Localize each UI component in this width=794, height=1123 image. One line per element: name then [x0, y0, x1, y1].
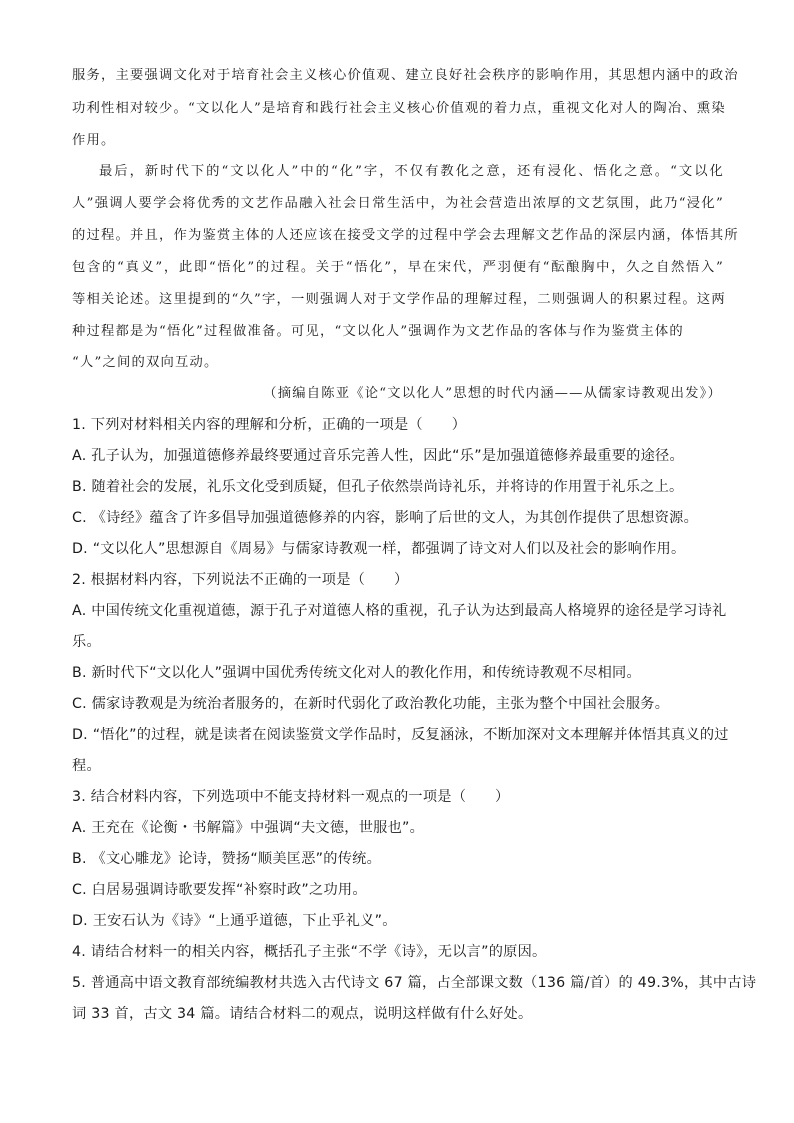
question-2-stem: 2. 根据材料内容，下列说法不正确的一项是（ ）: [72, 572, 409, 588]
source-citation: （摘编自陈亚《论“文以化人”思想的时代内涵——从儒家诗教观出发》）: [263, 386, 722, 401]
question-1-option-b: B. 随着社会的发展，礼乐文化受到质疑，但孔子依然崇尚诗礼乐，并将诗的作用置于礼乐之上。: [72, 479, 684, 495]
question-2-option-d: D. “悟化”的过程，就是读者在阅读鉴赏文学作品时，反复涵泳，不断加深对文本理解并体悟其真义的过: [72, 727, 729, 743]
passage-line: 最后，新时代下的“文以化人”中的“化”字，不仅有教化之意，还有浸化、悟化之意。“文以化: [99, 164, 724, 179]
question-3-option-c: C. 白居易强调诗歌要发挥“补察时政”之功用。: [72, 882, 367, 898]
passage-line: 人”强调人要学会将优秀的文艺作品融入社会日常生活中，为社会营造出浓厚的文艺氛围，此乃“浸化”: [72, 196, 724, 211]
question-1-option-d: D. “文以化人”思想源自《周易》与儒家诗教观一样，都强调了诗文对人们以及社会的影响作用。: [72, 541, 686, 557]
question-3-stem: 3. 结合材料内容，下列选项中不能支持材料一观点的一项是（ ）: [72, 789, 510, 805]
passage-line: 等相关论述。这里提到的“久”字，一则强调人对于文学作品的理解过程，二则强调人的积累过程。这两: [72, 292, 726, 307]
question-2-option-d-cont: 程。: [72, 758, 101, 774]
question-1-option-a: A. 孔子认为，加强道德修养最终要通过音乐完善人性，因此“乐”是加强道德修养最重要的途径。: [72, 448, 684, 464]
passage-line: 功利性相对较少。“文以化人”是培育和践行社会主义核心价值观的着力点，重视文化对人的陶冶、熏染: [72, 101, 726, 116]
passage-line: 作用。: [72, 133, 116, 148]
question-5-stem: 5. 普通高中语文教育部统编教材共选入古代诗文 67 篇，占全部课文数（136 篇/首）的 49.3%，其中古诗: [72, 975, 757, 991]
passage-line: 包含的“真义”，此即“悟化”的过程。关于“悟化”，早在宋代，严羽便有“酝酿胸中，久之自然悟入”: [72, 260, 724, 275]
question-3-option-b: B. 《文心雕龙》论诗，赞扬“顺美匡恶”的传统。: [72, 851, 382, 867]
question-1-option-c: C. 《诗经》蕴含了许多倡导加强道德修养的内容，影响了后世的文人，为其创作提供了思想资源。: [72, 510, 699, 526]
question-3-option-d: D. 王安石认为《诗》“上通乎道德，下止乎礼义”。: [72, 913, 397, 929]
passage-line: 的过程。并且，作为鉴赏主体的人还应该在接受文学的过程中学会去理解文艺作品的深层内涵，体悟其所: [72, 228, 739, 243]
question-2-option-a: A. 中国传统文化重视道德，源于孔子对道德人格的重视，孔子认为达到最高人格境界的途径是学习诗礼: [72, 603, 727, 619]
passage-line: 种过程都是为“悟化”过程做准备。可见，“文以化人”强调作为文艺作品的客体与作为鉴赏主体的: [72, 324, 684, 339]
passage-line: “人”之间的双向互动。: [72, 355, 219, 370]
question-3-option-a: A. 王充在《论衡・书解篇》中强调“夫文德，世服也”。: [72, 820, 425, 836]
question-2-option-b: B. 新时代下“文以化人”强调中国优秀传统文化对人的教化作用，和传统诗教观不尽相同。: [72, 665, 641, 681]
question-2-option-c: C. 儒家诗教观是为统治者服务的，在新时代弱化了政治教化功能，主张为整个中国社会服务。: [72, 696, 670, 712]
passage-line: 服务，主要强调文化对于培育社会主义核心价值观、建立良好社会秩序的影响作用，其思想内涵中的政治: [72, 68, 739, 83]
question-5-stem-cont: 词 33 首，古文 34 篇。请结合材料二的观点，说明这样做有什么好处。: [72, 1006, 533, 1022]
question-4-stem: 4. 请结合材料一的相关内容，概括孔子主张“不学《诗》，无以言”的原因。: [72, 944, 547, 960]
question-1-stem: 1. 下列对材料相关内容的理解和分析，正确的一项是（ ）: [72, 417, 467, 433]
question-2-option-a-cont: 乐。: [72, 634, 101, 650]
